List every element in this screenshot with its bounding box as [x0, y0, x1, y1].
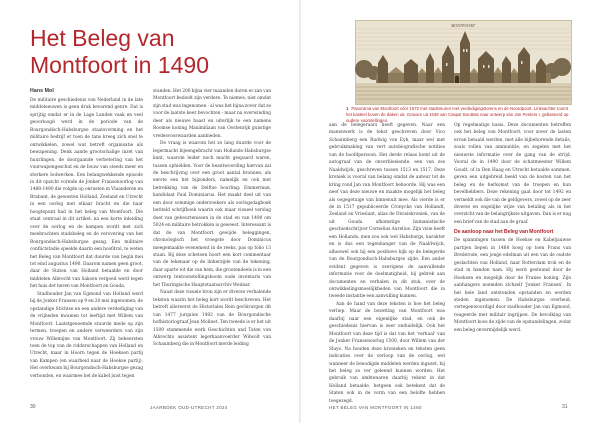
- paragraph: De vraag is waarom het zo lang duurde voor de legermacht bijeengebracht van Hollands-Habsburgse kant, waarom leider noch macht gespaard waren, tussen ophielden. Voor de beantwoording hiervan zal de beschrijving over een groot aantal bronnen, als eerste een het bijzonders, namelijk en ook met betrekking van de Delftse hourling: Emmerman, kandidaat Paul Dominiarus. Het maakt deel uit van een door sommige onderzoekers als oorlogsdagboek betiteld schrijfboek waarin ook maar visueel verslag doet van gebeurtenissen in de stad en van 1490 om 5024 en militaire betrokken is geweest. Interessant is dat de van Montfoort gewijde beleggingen, chronologisch het vroegste door Dominicus meegemaakte evenement in de reeks, pas op folio 13 staan. Bij deze schetsen hoort een kort commentaar van de tekenaar op de linkerzijde van de tekening, daar aparte tot die van hem, die grootendeels is in een ontwerp tentoonstellingsboom oude inventaris van het Thuringische Hauptstaatsarchiv Weimar.: [153, 141, 271, 288]
- paragraph: De militaire geschiedenis van Nederland in de late middeleeuwen is geen druk bevarend genre. Dat is sprijtig omdat er in de Lage Landen vaak en veel geoorloogd werd in de periode van de Bourgondisch-Habsburgse staatsvorming en het militaire bedrijf er toen de tans kreeg zich snel te ontwikkelen, zowel wat betreft organisatie als bewapening. Denk aande grootschalige inzet van huurlingen, de doorgaande verbetering van het vuurwapengeschut en de bouw van steeds meer en sterkere bolwerken. Een belangwekkende episode in dit opzicht vormde de Jonker Fransenoorlog van 1488-1490 die volgde op onrusten in Vlaanderen en Brabant, de gewesten Holland, Zeeland en Utrecht in een oorlog met elkaar bracht en die haar hoogtepunt had in het beleg van Montfoort. Die staat centraal in dit artikel: na een korte inleiding over de oorlog en de kampen wordt met zich meebrachten stadsbeleg en de verovering van het Bourgondisch-Habsburgse gezag. Een militaire conflictstadie speelde daarin een hoofdrol, te weten het Beleg van Montfoort dat duurde van begin mei tot eind augustus 1490. Daarom namen geen groot, daar de Staten van Holland betaalde en door middelen Albrecht van Saksen vergoed werd tegen het huis der heren van Montfoort en Gouda.: [30, 98, 143, 290]
- paragraph: Naast deze visuele bron zijn er diverse verhalende teksten waarin het beleg kort wordt beschreven. Het betreft allereerst de Historiales Rein gechirurgen dit van 1477 jurquiex 1492 van de Bourgondische hofhistoriograaf Jean Molinet. Ten tweede is er het uit 1509 stammende werk Geschichten und Taten von Albrechts assistent legerkaanvoerder Wilwolt van Schaumberg die in Montfoort merde leiding: [153, 290, 271, 348]
- paragraph: Aan de hand van deze teksten is hoe het beleg verliep. Maar de bezetting van Montfoort was daarbij naar een eigenlijke stad, en ook de geschiedenis hiervan is zeer onduidelijk. Ook het Montfoort van deze tijd is dat van het 'verhaal' van de Jonker Fransenoorlog 1500, door Willem van der Sluys. Na houden deze kronieken en teksten geen indicaties over de verloop van de oorlog, wel wanneer de benodigde middelen werden ingezet, bij het beleg zo ver geleend kunnen worden. Het gebruik van ambtenaren daarbij rekent in dat Holland betaalde, hetgeen ook betekent dat de Staten ook in de vorm van een belofte hebben toegezegd.: [329, 301, 445, 404]
- paragraph: De spanningen tussen de Hoekse en Kabeljauwse partijen liepen in 1488 hoog op toen Frans van Brederode, een jonge edelman uit een van de oudste geslachten van Holland, naar Rotterdam trok en de stad in handen nam. Hij werd gesteund door de Hoeksen en mogelijk door de Franse koning. Zijn aanhangers noemden zichzelf 'Jonker Fransen'. In het hele land ontstonden opstanden en werden steden ingenomen. De Habsburgse overheid, vertegenwoordigd door stadhouder Jan van Egmond, reageerde met militair ingrijpen. De bevolking van Montfoort koos de zijde van de opstandelingen, zodat een beleg onvermijdelijk werd.: [454, 238, 571, 333]
- montfoort-panorama-engraving: [355, 20, 572, 105]
- article-title: [30, 25, 209, 79]
- right-running-head: HET BELEG VAN MONTFOORT IN 1490: [329, 405, 422, 410]
- left-column-1: [30, 97, 143, 397]
- paragraph: Stadhouder Jan van Egmond van Holland werd bij de Jonker Fransen op 9 en 20 mei ingenomen; de opstandige Stichtse en een andere verdediging van de vrijheden kwamen tot leeftijd met Willem van Montfoort. Laatstgenoemde stuurde mede op zijn termen, troepen en andere verweerders van zijn vrouw Willemijne van Montfoort. Zij beheersten toen de top van de ridderschappen van Holland en Utrecht, maar in Hoorn tegen de Hoeksen partij van Kampen (en waarheid naar de Hoekse partij). Het overkwam bij Bourgondisch-Habsburgse gezag verbonden, en waarmee het de kabel juist tegen: [30, 291, 143, 379]
- caption-text: Panorama van Montfoort vóór 1672 met stadsmuren met verdedigingstorens en de Noordpoort. Linksachter toornt het kasteel boven de daken uit. Gravure uit 1639 van Caspar Bouttats naar ontwerp van Jan Peeters I, gebaseerd op oudere voorstellingen.: [346, 106, 569, 123]
- section-heading: De aanloop naar het Beleg van Montfoort: [454, 229, 554, 236]
- paragraph: aan de belegeraars heeft gegeven. Naar een manenwerk is de tekst geschreven door Vico Schaumberg een Rudwig von Eyb, maar wel met gebruikmaking van vert autobiografische notities van de hoofdpersoon. Het derde relaas komt uit de autograaf van de onverbloeiende, een van zes Naaldwijck, geschreven tussen 1513 en 1517. Deze kroniek is vooral van belang omdat de auteur tot de kring rond Jan van Montfoort behoorde. Hij was een neef van deze nieuwe en maakte mogelijk het beleg als oogegetuige van binnenuit mee. Als vierde is er de in 1517 gepubliceerde Cronycke van Hollandt, Zeeland en Vrieslant, alias de Divisiekroniek, van de uit Gouda afkomstige humanistische geschiedschrijver Cornelius Aurelius. Zijn visie heeft een Hollands, men zou ook wel Habsburgs, karakter en is dus een tegenhanger van de Naaldwijck, alhoewel ook hij een positieve kijk op de belegerde van de Bourgondisch-Habsburgse zijde. Een ander evident gegeven is overigens de aanvullende informatie voor de doelmatigheid, bij gebrek aan documenten en verhalen in dit stuk, over de ontwikkelingsmoeilijkheden van Montfoort die in tweede instantie een aanvulling kunnen.: [329, 123, 445, 300]
- caption-number: 1: [346, 106, 349, 111]
- panorama-drawing: [356, 21, 571, 104]
- left-page-number: 30: [30, 404, 36, 410]
- author-name: Hans Mol: [30, 88, 54, 94]
- paragraph: Op regelmatige basis. Deze documenten betreffen ook het beleg van Montfoort, voor zover de lasten ervan betaald werden, met alle bijbehorende details, zoals rollen van ammunitie, en zegelen met het nieuwste informatie over de gang van de strijd. Vooral de in 1490 door de schatmeester Willem Goudt, of in Den Haag en Utrecht betaalde sommen, geven een uitgebreid beeld van de kosten van het beleg en de herkomst van de troepen en hun bevelhebbers. Deze rekening gaat door tot 1492 en vermeldt ook die van de geldgevers, zowel op de zeer diverse en ongelijke wijze van betaling als in het overzicht van de belangrijkste uitgaven. Dan is er nog een brief van de stad aan de graaf.: [454, 123, 571, 225]
- right-column-2: [454, 122, 571, 397]
- left-running-head: JAARBOEK OUD-UTRECHT 2024: [150, 405, 228, 410]
- left-page: [0, 0, 299, 423]
- svg-text:MONTFOORT: MONTFOORT: [450, 23, 476, 28]
- right-column-1: [329, 122, 445, 404]
- title-line-1: Het Beleg van: [30, 25, 175, 51]
- paragraph: standen. Het 200 bijna vier maanden duren er zan van Montfoort bedoelt zijn verdere. Te niemes, niet omdat zijn stad was ingenomen - al was het bijna zover dat ze voor de laatste keer bevochten - maar na overwinding deer als nieuwe haast en uiterlijk te een namens Roomse koning Maximiliaan van Oostenrijk gunstige vredesvoorwaarden aanbieden.: [153, 89, 272, 139]
- right-page-number: 31: [562, 404, 568, 410]
- title-line-2: Montfoort in 1490: [30, 52, 210, 78]
- left-column-2: [153, 88, 271, 397]
